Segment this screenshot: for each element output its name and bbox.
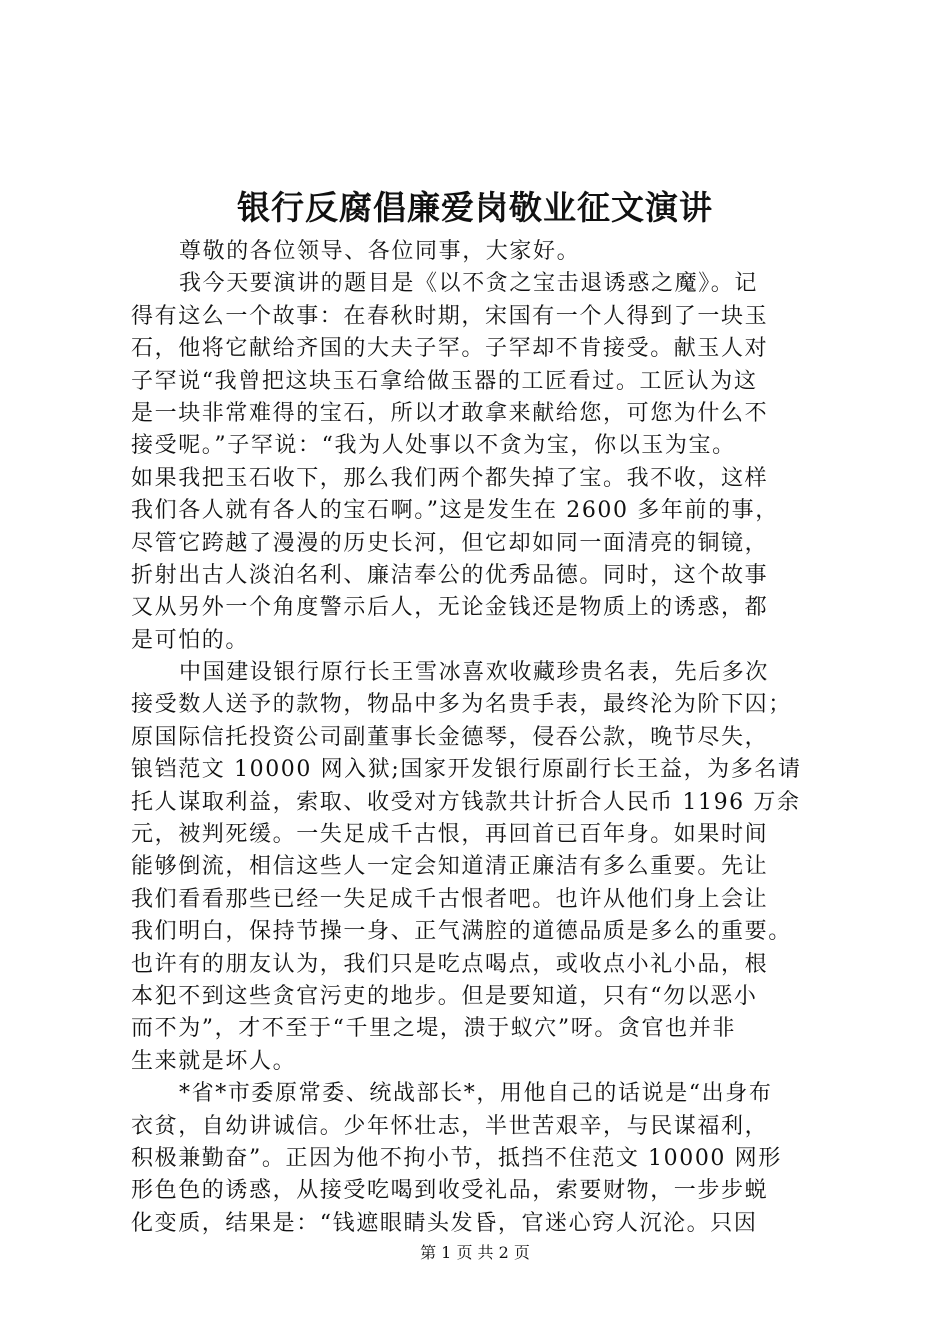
text-line: 又从另外一个角度警示后人，无论金钱还是物质上的诱惑，都 (131, 595, 769, 621)
document-title: 银行反腐倡廉爱岗敬业征文演讲 (237, 188, 713, 227)
document-body (131, 236, 831, 1240)
text-line: 生来就是坏人。 (131, 1048, 297, 1074)
text-line: 衣贫，自幼讲诚信。少年怀壮志，半世苦艰辛，与民谋福利， (131, 1113, 769, 1139)
text-line: 积极兼勤奋”。正因为他不拘小节，抵挡不住范文 10000 网形 (131, 1145, 782, 1171)
text-line: 我今天要演讲的题目是《以不贪之宝击退诱惑之魔》。记 (179, 271, 759, 297)
text-line: 是一块非常难得的宝石，所以才敢拿来献给您，可您为什么不 (131, 400, 769, 426)
text-line: 我们明白，保持节操一身、正气满腔的道德品质是多么的重要。 (131, 919, 792, 945)
page-number-footer: 第 1 页 共 2 页 (420, 1243, 530, 1262)
text-line: 托人谋取利益，索取、收受对方钱款共计折合人民币 1196 万余 (131, 789, 801, 815)
text-line: 形色色的诱惑，从接受吃喝到收受礼品，索要财物，一步步蜕 (131, 1178, 769, 1204)
text-line: 尽管它跨越了漫漫的历史长河，但它却如同一面清亮的铜镜， (131, 530, 769, 556)
text-line: 接受数人送予的款物，物品中多为名贵手表，最终沦为阶下囚； (131, 692, 792, 718)
text-line: 子罕说“我曾把这块玉石拿给做玉器的工匠看过。工匠认为这 (131, 368, 758, 394)
text-line: 如果我把玉石收下，那么我们两个都失掉了宝。我不收，这样 (131, 465, 769, 491)
text-line: 我们各人就有各人的宝石啊。”这是发生在 2600 多年前的事， (131, 498, 779, 524)
text-line: 接受呢。”子罕说：“我为人处事以不贪为宝，你以玉为宝。 (131, 433, 736, 459)
text-line: 锒铛范文 10000 网入狱;国家开发银行原副行长王益，为多名请 (131, 757, 802, 783)
text-line: 也许有的朋友认为，我们只是吃点喝点，或收点小礼小品，根 (131, 951, 769, 977)
text-line: 能够倒流，相信这些人一定会知道清正廉洁有多么重要。先让 (131, 854, 769, 880)
text-line: 得有这么一个故事：在春秋时期，宋国有一个人得到了一块玉 (131, 303, 769, 329)
text-line: 我们看看那些已经一失足成千古恨者吧。也许从他们身上会让 (131, 886, 769, 912)
text-line: 元，被判死缓。一失足成千古恨，再回首已百年身。如果时间 (131, 822, 769, 848)
text-line: 石，他将它献给齐国的大夫子罕。子罕却不肯接受。献玉人对 (131, 336, 769, 362)
text-line: 化变质，结果是：“钱遮眼睛头发昏，官迷心窍人沉沦。只因 (131, 1210, 758, 1236)
text-line: 原国际信托投资公司副董事长金德琴，侵吞公款，晚节尽失， (131, 724, 769, 750)
text-line: 尊敬的各位领导、各位同事，大家好。 (179, 239, 581, 264)
text-line: 本犯不到这些贪官污吏的地步。但是要知道，只有“勿以恶小 (131, 983, 758, 1009)
text-line: 是可怕的。 (131, 627, 250, 653)
text-line: 中国建设银行原行长王雪冰喜欢收藏珍贵名表，先后多次 (179, 660, 770, 686)
text-line: 折射出古人淡泊名利、廉洁奉公的优秀品德。同时，这个故事 (131, 562, 769, 588)
text-line: 而不为”，才不至于“千里之堤，溃于蚁穴”呀。贪官也并非 (131, 1016, 736, 1042)
text-line: *省*市委原常委、统战部长*，用他自己的话说是“出身布 (179, 1081, 773, 1107)
